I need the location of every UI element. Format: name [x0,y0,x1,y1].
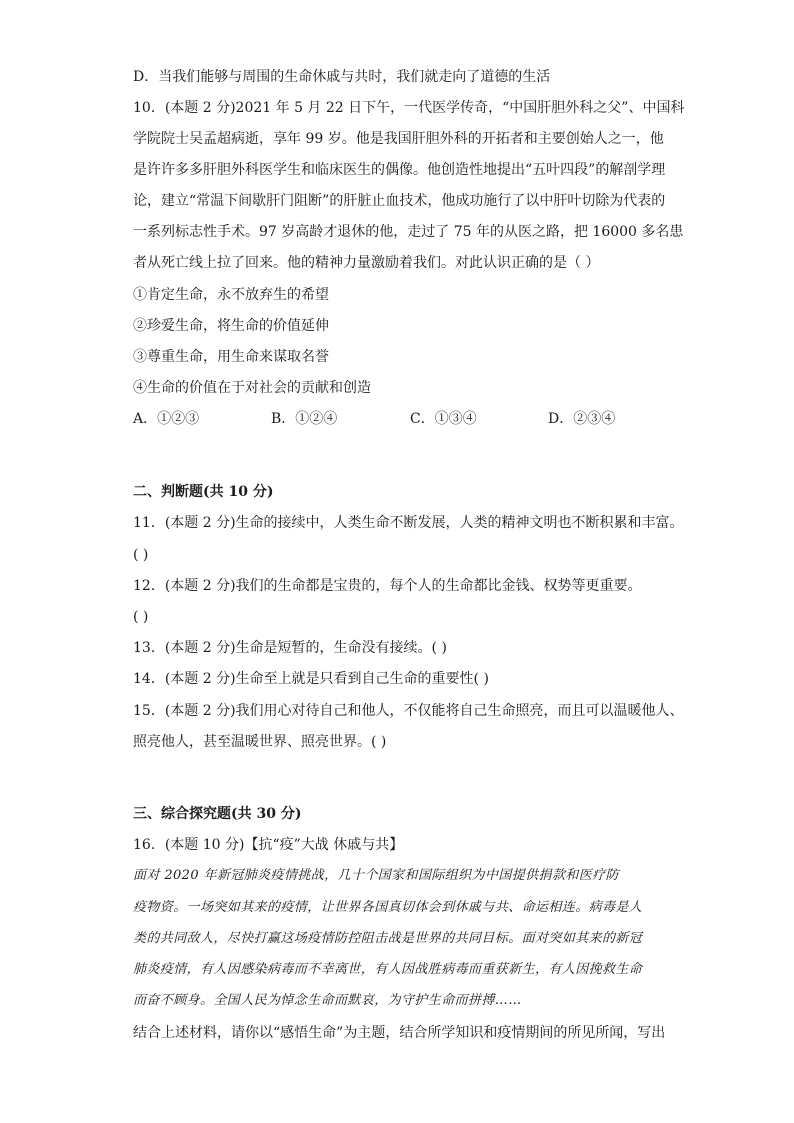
q10-statement-3: ③尊重生命，用生命来谋取名誉 [133,349,329,365]
material-line-4: 肺炎疫情，有人因感染病毒而不幸离世，有人因战胜病毒而重获新生，有人因挽救生命 [133,962,643,977]
q10-line-6: 者从死亡线上拉了回来。他的精神力量激励着我们。对此认识正确的是（ ） [133,255,600,271]
q16-title: 16．(本题 10 分)【抗“疫”大战 休戚与共】 [133,837,404,853]
q13-text: 13．(本题 2 分)生命是短暂的，生命没有接续。( ) [133,640,447,656]
q16-prompt: 结合上述材料，请你以“感悟生命”为主题，结合所学知识和疫情期间的所见所闻，写出 [133,1025,666,1041]
material-line-1: 面对 2020 年新冠肺炎疫情挑战，几十个国家和国际组织为中国提供捐款和医疗防 [133,868,619,883]
q10-option-c: C．①③④ [410,411,477,427]
q9-option-d: D．当我们能够与周围的生命休戚与共时，我们就走向了道德的生活 [133,69,551,85]
section3-title: 三、综合探究题(共 30 分) [133,806,302,822]
q10-statement-2: ②珍爱生命，将生命的价值延伸 [133,318,329,334]
q10-statement-4: ④生命的价值在于对社会的贡献和创造 [133,380,371,396]
q10-line-2: 学院院士吴孟超病逝，享年 99 岁。他是我国肝胆外科的开拓者和主要创始人之一，他 [133,131,664,147]
material-line-2: 疫物资。一场突如其来的疫情，让世界各国真切体会到休戚与共、命运相连。病毒是人 [133,900,643,915]
q12-blank: ( ) [133,609,149,625]
q14-text: 14．(本题 2 分)生命至上就是只看到自己生命的重要性( ) [133,671,489,687]
q10-line-4: 论，建立“常温下间歇肝门阻断”的肝脏止血技术，他成功施行了以中肝叶切除为代表的 [133,193,666,209]
material-line-3: 类的共同敌人，尽快打赢这场疫情防控阻击战是世界的共同目标。面对突如其来的新冠 [133,931,643,946]
q10-line-1: 10．(本题 2 分)2021 年 5 月 22 日下午，一代医学传奇，“中国肝胆外科之父”、中国科 [133,100,685,116]
q10-options [133,409,653,429]
q10-line-3: 是许许多多肝胆外科医学生和临床医生的偶像。他创造性地提出“五叶四段”的解剖学理 [133,162,666,178]
q15-line-2: 照亮他人，甚至温暖世界、照亮世界。( ) [133,734,387,750]
q15-line-1: 15．(本题 2 分)我们用心对待自己和他人，不仅能将自己生命照亮，而且可以温暖他人、 [133,703,684,719]
q10-line-5: 一系列标志性手术。97 岁高龄才退休的他，走过了 75 年的从医之路，把 16000 多名患 [133,224,684,240]
section2-title: 二、判断题(共 10 分) [133,484,274,500]
material-line-5: 而奋不顾身。全国人民为悼念生命而默哀，为守护生命而拼搏…… [133,993,522,1008]
q12-text: 12．(本题 2 分)我们的生命都是宝贵的，每个人的生命都比金钱、权势等更重要。 [133,578,642,594]
q10-option-d: D．②③④ [548,411,616,427]
q11-blank: ( ) [133,547,149,563]
q10-statement-1: ①肯定生命，永不放弃生的希望 [133,287,329,303]
q10-option-a: A．①②③ [133,411,200,427]
q11-text: 11．(本题 2 分)生命的接续中，人类生命不断发展，人类的精神文明也不断积累和丰富。 [133,515,684,531]
q10-option-b: B．①②④ [271,411,338,427]
